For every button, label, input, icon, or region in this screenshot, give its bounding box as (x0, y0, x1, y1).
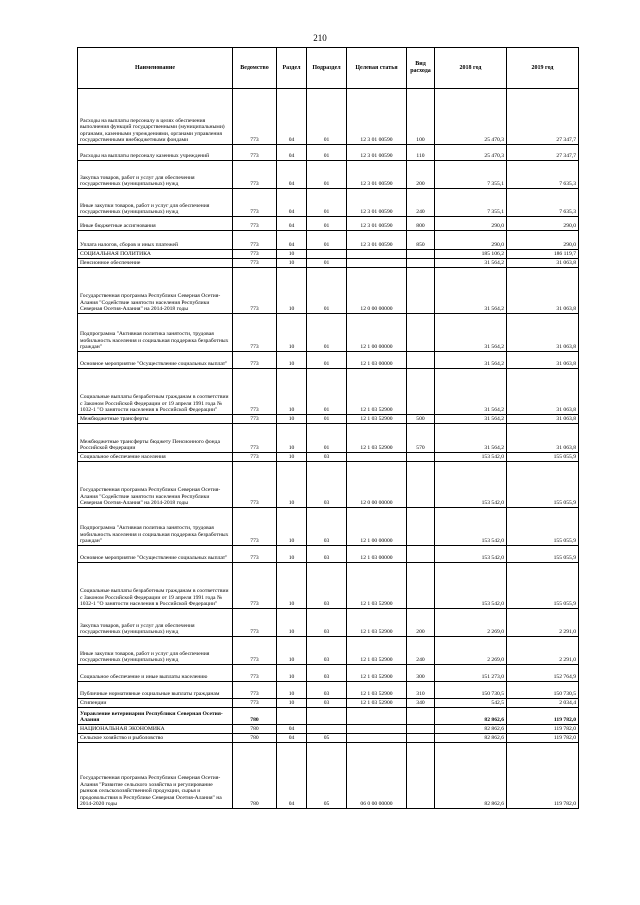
table-row (78, 609, 579, 637)
cell-amount-2018: 82 862,6 (435, 725, 507, 734)
cell-amount-2018: 2 269,0 (435, 637, 507, 665)
cell-target-article: 12 3 01 00590 (347, 217, 407, 231)
cell-expense-type (407, 352, 435, 369)
col-header-name: Наименование (78, 48, 233, 89)
cell-expense-type (407, 250, 435, 259)
cell-name: Подпрограмма "Активная политика занятости, трудовая мобильность населения и социальная поддержка безработных граждан" (78, 508, 233, 546)
cell-amount-2018: 290,0 (435, 231, 507, 250)
cell-expense-type (407, 369, 435, 415)
cell-razdel: 04 (277, 161, 307, 189)
cell-target-article: 12 1 03 52900 (347, 665, 407, 682)
cell-expense-type (407, 734, 435, 743)
cell-name: Государственная программа Республики Северная Осетия-Алания "Развитие сельского хозяйства и регулирование рынков сельскохозяйственной продукции, сырья и продовольствия в Республике Северная Осетия-Алания" на 2014-2020 годы (78, 743, 233, 809)
cell-amount-2019: 31 063,8 (507, 424, 579, 453)
cell-vedomstvo: 773 (233, 563, 277, 609)
table-row (78, 352, 579, 369)
cell-target-article (347, 725, 407, 734)
cell-podrazdel (307, 725, 347, 734)
cell-target-article: 12 3 01 00590 (347, 145, 407, 161)
cell-expense-type (407, 268, 435, 314)
cell-podrazdel: 05 (307, 743, 347, 809)
cell-razdel: 10 (277, 682, 307, 699)
cell-razdel: 10 (277, 424, 307, 453)
cell-target-article: 12 1 00 00000 (347, 508, 407, 546)
cell-razdel: 10 (277, 508, 307, 546)
table-row (78, 259, 579, 268)
cell-name: Иные бюджетные ассигнования (78, 217, 233, 231)
table-row (78, 699, 579, 708)
cell-name: Управление ветеринарии Республики Северная Осетия-Алания (78, 708, 233, 725)
cell-amount-2019: 31 063,8 (507, 314, 579, 352)
table-row (78, 708, 579, 725)
table-row (78, 725, 579, 734)
cell-target-article: 12 1 03 52900 (347, 415, 407, 424)
cell-amount-2019: 290,0 (507, 217, 579, 231)
cell-target-article: 12 1 03 52900 (347, 369, 407, 415)
cell-vedomstvo: 773 (233, 314, 277, 352)
cell-name: Государственная программа Республики Северная Осетия-Алания "Содействие занятости населения Республики Северная Осетия-Алания" на 2014-2018 годы (78, 268, 233, 314)
cell-vedomstvo: 773 (233, 453, 277, 462)
cell-target-article: 12 1 03 00000 (347, 546, 407, 563)
col-header-expense-type: Вид расхода (407, 48, 435, 89)
cell-razdel: 10 (277, 369, 307, 415)
cell-amount-2019: 31 063,8 (507, 259, 579, 268)
table-row (78, 189, 579, 217)
table-row (78, 665, 579, 682)
table-header-row (78, 48, 579, 89)
cell-podrazdel (307, 250, 347, 259)
cell-amount-2018: 153 542,0 (435, 462, 507, 508)
cell-vedomstvo: 773 (233, 352, 277, 369)
cell-podrazdel: 01 (307, 314, 347, 352)
cell-expense-type: 570 (407, 424, 435, 453)
table-row (78, 415, 579, 424)
cell-expense-type: 310 (407, 682, 435, 699)
cell-vedomstvo: 773 (233, 665, 277, 682)
cell-target-article: 12 1 03 00000 (347, 352, 407, 369)
cell-amount-2018: 25 470,3 (435, 145, 507, 161)
cell-target-article (347, 259, 407, 268)
cell-podrazdel: 03 (307, 637, 347, 665)
cell-name: Закупка товаров, работ и услуг для обеспечения государственных (муниципальных) нужд (78, 161, 233, 189)
cell-amount-2019: 31 063,8 (507, 415, 579, 424)
cell-amount-2019: 27 347,7 (507, 89, 579, 145)
cell-podrazdel: 03 (307, 563, 347, 609)
cell-expense-type: 200 (407, 609, 435, 637)
table-row (78, 217, 579, 231)
cell-name: Сельское хозяйство и рыболовство (78, 734, 233, 743)
cell-name: Государственная программа Республики Северная Осетия-Алания "Содействие занятости населения Республики Северная Осетия-Алания" на 2014-2018 годы (78, 462, 233, 508)
cell-razdel: 10 (277, 453, 307, 462)
cell-name: Межбюджетные трансферты бюджету Пенсионного фонда Российской Федерации (78, 424, 233, 453)
cell-podrazdel: 03 (307, 609, 347, 637)
cell-amount-2019: 150 730,5 (507, 682, 579, 699)
cell-amount-2019: 290,0 (507, 231, 579, 250)
cell-expense-type: 240 (407, 189, 435, 217)
cell-vedomstvo: 773 (233, 369, 277, 415)
cell-name: Межбюджетные трансферты (78, 415, 233, 424)
cell-amount-2019: 186 119,7 (507, 250, 579, 259)
cell-podrazdel: 01 (307, 259, 347, 268)
table-row (78, 369, 579, 415)
table-row (78, 637, 579, 665)
cell-razdel: 04 (277, 231, 307, 250)
cell-name: Иные закупки товаров, работ и услуг для обеспечения государственных (муниципальных) нужд (78, 189, 233, 217)
cell-vedomstvo: 773 (233, 259, 277, 268)
cell-podrazdel: 03 (307, 699, 347, 708)
cell-amount-2019: 7 635,3 (507, 161, 579, 189)
cell-vedomstvo: 773 (233, 189, 277, 217)
table-row (78, 453, 579, 462)
table-row (78, 734, 579, 743)
table-row (78, 462, 579, 508)
cell-name: Основное мероприятие "Осуществление социальных выплат" (78, 352, 233, 369)
table-row (78, 508, 579, 546)
cell-podrazdel: 03 (307, 665, 347, 682)
cell-amount-2019: 119 782,0 (507, 734, 579, 743)
cell-amount-2019: 155 055,9 (507, 563, 579, 609)
cell-name: Уплата налогов, сборов и иных платежей (78, 231, 233, 250)
cell-amount-2018: 153 542,0 (435, 546, 507, 563)
cell-razdel: 10 (277, 415, 307, 424)
cell-expense-type (407, 314, 435, 352)
cell-name: Подпрограмма "Активная политика занятости, трудовая мобильность населения и социальная поддержка безработных граждан" (78, 314, 233, 352)
cell-podrazdel: 05 (307, 734, 347, 743)
cell-razdel: 04 (277, 189, 307, 217)
cell-vedomstvo: 780 (233, 734, 277, 743)
cell-expense-type: 200 (407, 161, 435, 189)
table-row (78, 231, 579, 250)
cell-name: Стипендии (78, 699, 233, 708)
cell-podrazdel: 01 (307, 89, 347, 145)
cell-amount-2019: 119 782,0 (507, 708, 579, 725)
cell-razdel: 04 (277, 145, 307, 161)
cell-name: НАЦИОНАЛЬНАЯ ЭКОНОМИКА (78, 725, 233, 734)
cell-expense-type (407, 708, 435, 725)
cell-amount-2018: 31 564,2 (435, 352, 507, 369)
cell-razdel: 10 (277, 250, 307, 259)
cell-target-article: 12 1 03 52900 (347, 424, 407, 453)
cell-expense-type (407, 259, 435, 268)
cell-target-article: 12 1 03 52900 (347, 609, 407, 637)
cell-target-article (347, 708, 407, 725)
cell-target-article: 12 1 03 52900 (347, 637, 407, 665)
cell-vedomstvo: 773 (233, 268, 277, 314)
cell-razdel: 10 (277, 268, 307, 314)
cell-razdel: 04 (277, 217, 307, 231)
cell-podrazdel: 01 (307, 161, 347, 189)
cell-amount-2018: 31 564,2 (435, 314, 507, 352)
cell-amount-2018: 2 269,0 (435, 609, 507, 637)
cell-amount-2018: 153 542,0 (435, 453, 507, 462)
cell-target-article: 12 1 03 52900 (347, 563, 407, 609)
cell-amount-2019: 2 291,0 (507, 637, 579, 665)
cell-target-article (347, 250, 407, 259)
cell-target-article: 12 1 03 52900 (347, 682, 407, 699)
table-body (78, 89, 579, 809)
cell-vedomstvo: 773 (233, 424, 277, 453)
cell-vedomstvo: 773 (233, 609, 277, 637)
cell-amount-2018: 31 564,2 (435, 369, 507, 415)
cell-target-article (347, 734, 407, 743)
cell-podrazdel: 01 (307, 424, 347, 453)
cell-razdel: 10 (277, 637, 307, 665)
cell-amount-2018: 150 730,5 (435, 682, 507, 699)
cell-name: СОЦИАЛЬНАЯ ПОЛИТИКА (78, 250, 233, 259)
cell-podrazdel: 03 (307, 508, 347, 546)
cell-amount-2018: 542,5 (435, 699, 507, 708)
cell-name: Расходы на выплаты персоналу в целях обеспечения выполнения функций государственными (муниципальными) органами, казенными учреждениями, органами управления государственными внебюджетными фондами (78, 89, 233, 145)
cell-podrazdel: 01 (307, 145, 347, 161)
cell-target-article: 12 0 00 00000 (347, 462, 407, 508)
cell-amount-2018: 31 564,2 (435, 259, 507, 268)
cell-razdel: 04 (277, 725, 307, 734)
cell-podrazdel: 01 (307, 415, 347, 424)
cell-podrazdel: 03 (307, 462, 347, 508)
cell-vedomstvo: 773 (233, 415, 277, 424)
cell-vedomstvo: 773 (233, 231, 277, 250)
cell-amount-2019: 2 034,4 (507, 699, 579, 708)
table-row (78, 424, 579, 453)
cell-podrazdel (307, 708, 347, 725)
cell-amount-2018: 82 862,6 (435, 734, 507, 743)
cell-expense-type: 340 (407, 699, 435, 708)
cell-amount-2018: 7 355,1 (435, 161, 507, 189)
cell-name: Социальные выплаты безработным гражданам в соответствии с Законом Российской Федерации от 19 апреля 1991 года № 1032-1 "О занятости населения в Российской Федерации" (78, 563, 233, 609)
cell-target-article: 06 0 00 00000 (347, 743, 407, 809)
cell-target-article: 12 3 01 00590 (347, 189, 407, 217)
cell-amount-2019: 2 291,0 (507, 609, 579, 637)
cell-vedomstvo: 773 (233, 699, 277, 708)
cell-expense-type (407, 462, 435, 508)
cell-razdel: 10 (277, 546, 307, 563)
cell-amount-2018: 82 862,6 (435, 708, 507, 725)
cell-podrazdel: 01 (307, 189, 347, 217)
cell-name: Социальное обеспечение населения (78, 453, 233, 462)
cell-expense-type: 100 (407, 89, 435, 145)
cell-amount-2019: 119 782,0 (507, 743, 579, 809)
cell-podrazdel: 01 (307, 268, 347, 314)
cell-vedomstvo: 773 (233, 89, 277, 145)
table-row (78, 682, 579, 699)
cell-name: Закупка товаров, работ и услуг для обеспечения государственных (муниципальных) нужд (78, 609, 233, 637)
cell-vedomstvo: 773 (233, 161, 277, 189)
cell-target-article: 12 3 01 00590 (347, 231, 407, 250)
cell-podrazdel: 01 (307, 352, 347, 369)
cell-amount-2019: 155 055,9 (507, 462, 579, 508)
table-row (78, 161, 579, 189)
cell-name: Социальное обеспечение и иные выплаты населению (78, 665, 233, 682)
cell-name: Социальные выплаты безработным гражданам в соответствии с Законом Российской Федерации от 19 апреля 1991 года № 1032-1 "О занятости населения в Российской Федерации" (78, 369, 233, 415)
page-number: 210 (313, 33, 327, 43)
cell-target-article: 12 0 00 00000 (347, 268, 407, 314)
cell-target-article: 12 3 01 00590 (347, 89, 407, 145)
cell-expense-type (407, 508, 435, 546)
table-row (78, 89, 579, 145)
table-row (78, 268, 579, 314)
cell-amount-2019: 31 063,8 (507, 369, 579, 415)
cell-target-article: 12 1 03 52900 (347, 699, 407, 708)
cell-vedomstvo: 773 (233, 637, 277, 665)
cell-vedomstvo: 773 (233, 508, 277, 546)
cell-target-article: 12 3 01 00590 (347, 161, 407, 189)
cell-target-article (347, 453, 407, 462)
cell-amount-2018: 31 564,2 (435, 415, 507, 424)
cell-razdel: 10 (277, 563, 307, 609)
cell-expense-type: 800 (407, 217, 435, 231)
col-header-target-article: Целевая статья (347, 48, 407, 89)
cell-amount-2019: 155 055,9 (507, 546, 579, 563)
table-row (78, 314, 579, 352)
cell-razdel: 04 (277, 89, 307, 145)
cell-razdel: 10 (277, 609, 307, 637)
cell-razdel (277, 708, 307, 725)
cell-amount-2019: 27 347,7 (507, 145, 579, 161)
cell-expense-type (407, 453, 435, 462)
table-row (78, 743, 579, 809)
budget-table (77, 47, 579, 809)
table-row (78, 145, 579, 161)
cell-podrazdel: 03 (307, 546, 347, 563)
cell-razdel: 10 (277, 462, 307, 508)
cell-amount-2019: 31 063,8 (507, 352, 579, 369)
col-header-2018: 2018 год (435, 48, 507, 89)
cell-name: Пенсионное обеспечение (78, 259, 233, 268)
cell-amount-2018: 31 564,2 (435, 268, 507, 314)
table-row (78, 563, 579, 609)
cell-expense-type (407, 743, 435, 809)
cell-amount-2018: 25 470,3 (435, 89, 507, 145)
cell-vedomstvo: 773 (233, 682, 277, 699)
cell-vedomstvo: 780 (233, 743, 277, 809)
cell-vedomstvo: 780 (233, 708, 277, 725)
cell-amount-2018: 7 355,1 (435, 189, 507, 217)
cell-amount-2018: 82 862,6 (435, 743, 507, 809)
cell-amount-2019: 7 635,3 (507, 189, 579, 217)
cell-expense-type: 500 (407, 415, 435, 424)
cell-podrazdel: 03 (307, 453, 347, 462)
cell-vedomstvo: 773 (233, 145, 277, 161)
cell-amount-2018: 31 564,2 (435, 424, 507, 453)
cell-razdel: 10 (277, 665, 307, 682)
cell-razdel: 10 (277, 699, 307, 708)
cell-name: Иные закупки товаров, работ и услуг для обеспечения государственных (муниципальных) нужд (78, 637, 233, 665)
cell-expense-type (407, 563, 435, 609)
cell-vedomstvo: 780 (233, 725, 277, 734)
col-header-2019: 2019 год (507, 48, 579, 89)
cell-vedomstvo: 773 (233, 546, 277, 563)
cell-name: Расходы на выплаты персоналу казенных учреждений (78, 145, 233, 161)
col-header-podrazdel: Подраздел (307, 48, 347, 89)
cell-podrazdel: 01 (307, 217, 347, 231)
cell-razdel: 04 (277, 743, 307, 809)
table-row (78, 546, 579, 563)
cell-amount-2018: 290,0 (435, 217, 507, 231)
cell-razdel: 10 (277, 259, 307, 268)
cell-expense-type: 240 (407, 637, 435, 665)
cell-expense-type: 850 (407, 231, 435, 250)
cell-amount-2019: 155 055,9 (507, 453, 579, 462)
cell-expense-type (407, 546, 435, 563)
cell-amount-2019: 119 782,0 (507, 725, 579, 734)
table-row (78, 250, 579, 259)
cell-razdel: 04 (277, 734, 307, 743)
cell-amount-2019: 152 764,9 (507, 665, 579, 682)
cell-amount-2018: 153 542,0 (435, 508, 507, 546)
cell-vedomstvo: 773 (233, 462, 277, 508)
col-header-vedomstvo: Ведомство (233, 48, 277, 89)
col-header-razdel: Раздел (277, 48, 307, 89)
cell-expense-type: 110 (407, 145, 435, 161)
cell-expense-type: 300 (407, 665, 435, 682)
cell-podrazdel: 01 (307, 231, 347, 250)
cell-name: Публичные нормативные социальные выплаты гражданам (78, 682, 233, 699)
cell-amount-2019: 31 063,8 (507, 268, 579, 314)
cell-razdel: 10 (277, 352, 307, 369)
cell-vedomstvo: 773 (233, 217, 277, 231)
cell-podrazdel: 01 (307, 369, 347, 415)
cell-amount-2018: 185 106,2 (435, 250, 507, 259)
cell-name: Основное мероприятие "Осуществление социальных выплат" (78, 546, 233, 563)
cell-amount-2018: 153 542,0 (435, 563, 507, 609)
cell-razdel: 10 (277, 314, 307, 352)
cell-amount-2018: 151 273,0 (435, 665, 507, 682)
cell-vedomstvo: 773 (233, 250, 277, 259)
cell-podrazdel: 03 (307, 682, 347, 699)
cell-expense-type (407, 725, 435, 734)
cell-amount-2019: 155 055,9 (507, 508, 579, 546)
cell-target-article: 12 1 00 00000 (347, 314, 407, 352)
